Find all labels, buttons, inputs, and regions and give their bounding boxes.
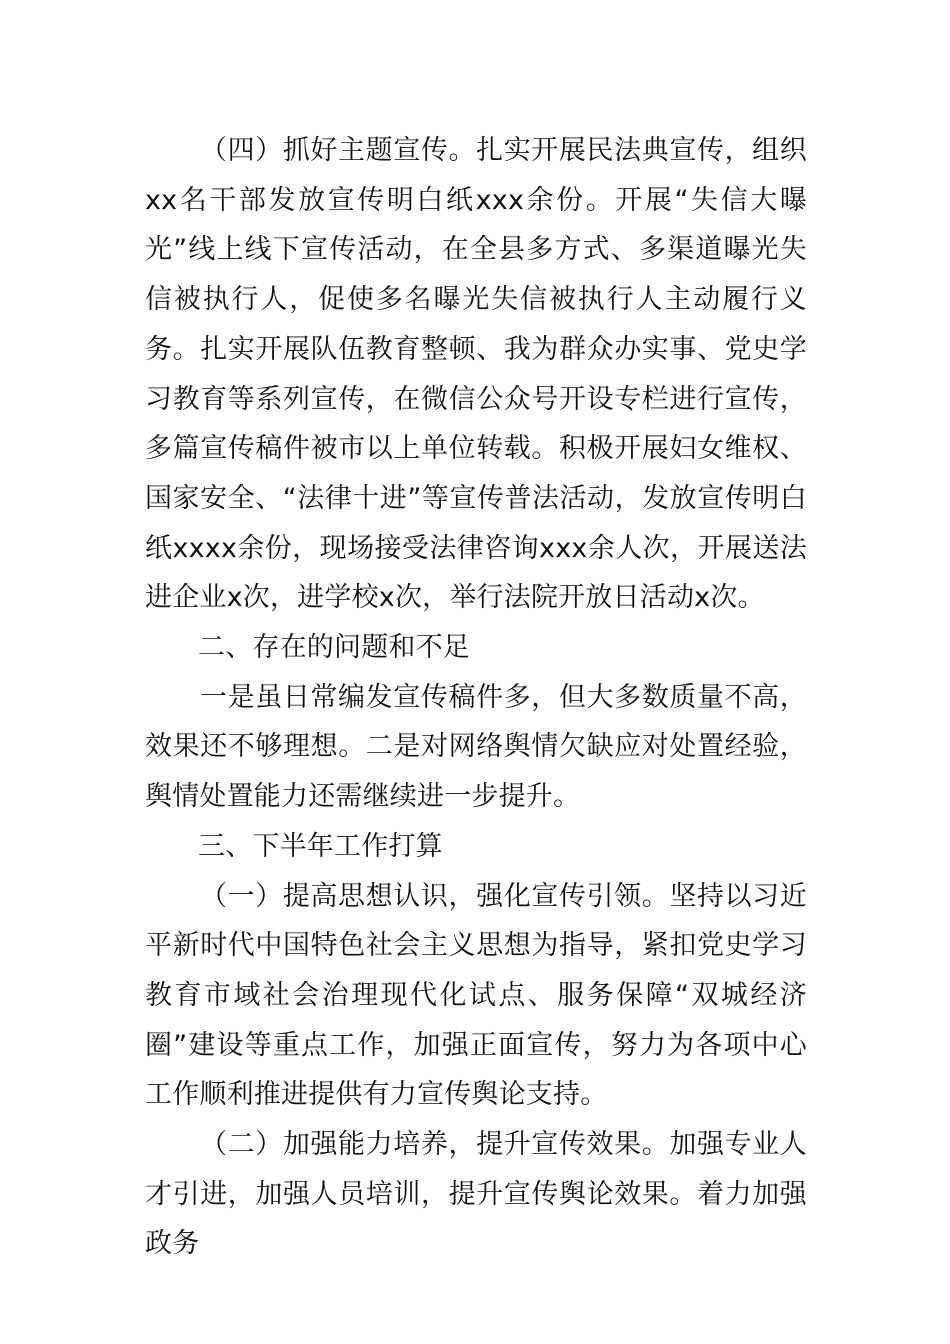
paragraph-problems: 一是虽日常编发宣传稿件多，但大多数质量不高，效果还不够理想。二是对网络舆情欠缺应对处置经验，舆情处置能力还需继续进一步提升。 (145, 681, 807, 813)
document-body (145, 126, 807, 1269)
section-heading-plans: 三、下半年工作打算 (198, 830, 443, 862)
paragraph-promotion-work: （四）抓好主题宣传。扎实开展民法典宣传，组织xx名干部发放宣传明白纸xxx余份。开展“失信大曝光”线上线下宣传活动，在全县多方式、多渠道曝光失信被执行人，促使多名曝光失信被执行人主动履行义务。扎实开展队伍教育整顿、我为群众办实事、党史学习教育等系列宣传，在微信公众号开设专栏进行宣传，多篇宣传稿件被市以上单位转载。积极开展妇女维权、国家安全、“法律十进”等宣传普法活动，发放宣传明白纸xxxx余份，现场接受法律咨询xxx余人次，开展送法进企业x次，进学校x次，举行法院开放日活动x次。 (145, 135, 807, 614)
section-heading-problems: 二、存在的问题和不足 (198, 632, 470, 664)
paragraph-plan-one: （一）提高思想认识，强化宣传引领。坚持以习近平新时代中国特色社会主义思想为指导，紧扣党史学习教育市域社会治理现代化试点、服务保障“双城经济圈”建设等重点工作，加强正面宣传，努力为各项中心工作顺利推进提供有力宣传舆论支持。 (145, 880, 807, 1111)
paragraph-plan-two: （二）加强能力培养，提升宣传效果。加强专业人才引进，加强人员培训，提升宣传舆论效果。着力加强政务 (145, 1129, 807, 1260)
